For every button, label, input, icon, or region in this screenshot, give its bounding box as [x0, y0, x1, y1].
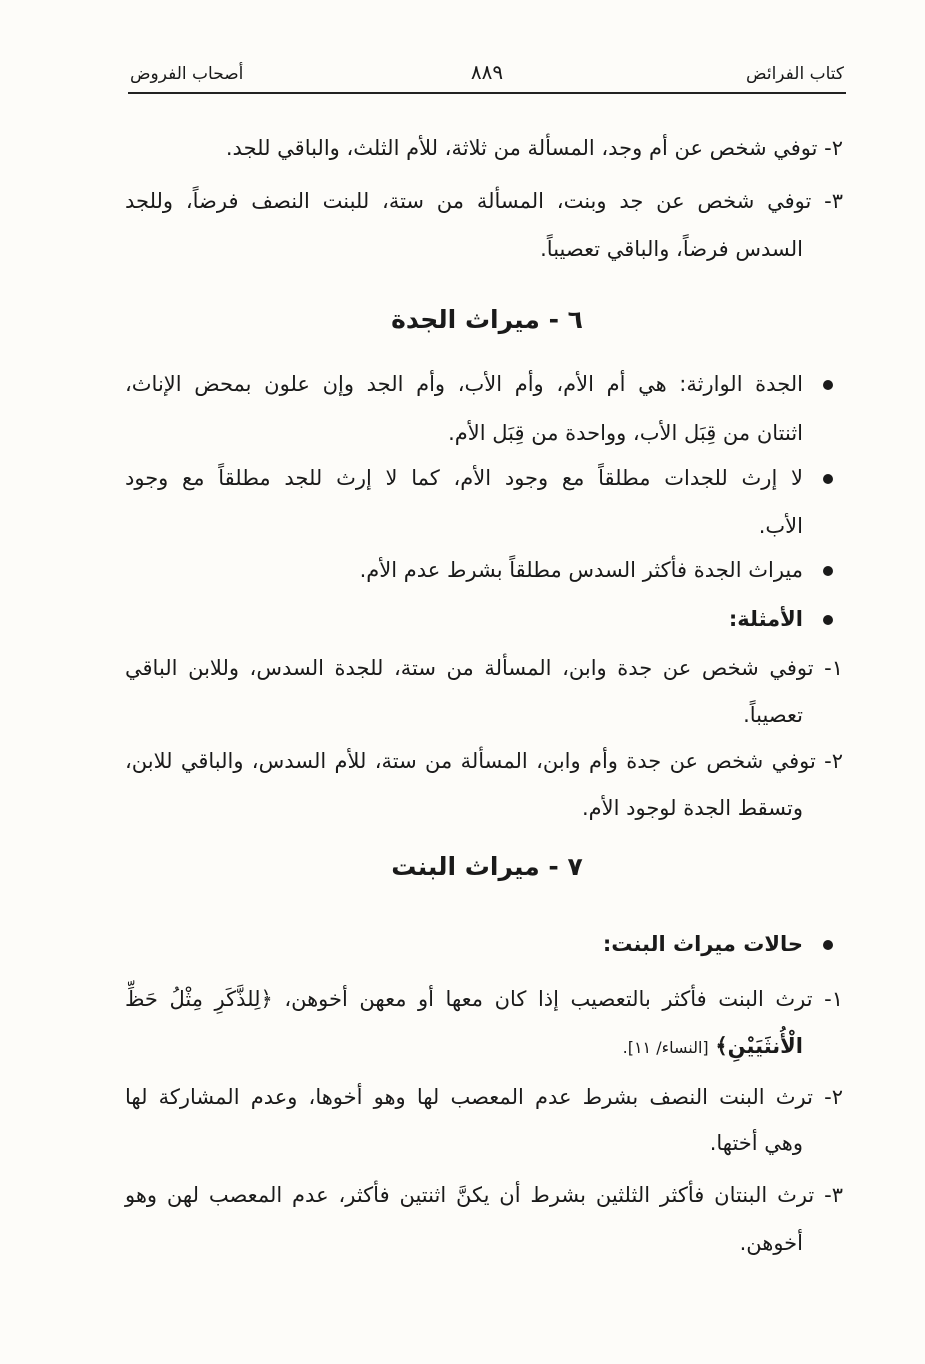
cases-label: حالات ميراث البنت:	[602, 932, 803, 956]
example-line: وتسقط الجدة لوجود الأم.	[581, 796, 803, 820]
bullet-text: الجدة الوارثة: هي أم الأم، وأم الأب، وأم الجد وإن علون بمحض الإناث،	[125, 372, 803, 396]
bullet-marker	[823, 940, 833, 950]
bullet-text: اثنتان من قِبَل الأب، وواحدة من قِبَل الأم.	[448, 421, 803, 445]
case-line: ٣- ترث البنتان فأكثر الثلثين بشرط أن يكنَّ اثنتين فأكثر، عدم المعصب لهن وهو	[125, 1183, 843, 1207]
header-rule	[128, 92, 846, 94]
section-heading: ٦ - ميراث الجدة	[391, 305, 583, 334]
quran-quote: الْأُنثَيَيْنِ﴾	[715, 1034, 803, 1058]
running-header	[128, 58, 846, 94]
quran-reference: [النساء/ ١١].	[622, 1038, 709, 1057]
bullet-text: الأب.	[758, 514, 803, 538]
case-line	[125, 1031, 803, 1063]
bullet-text: لا إرث للجدات مطلقاً مع وجود الأم، كما لا إرث للجد مطلقاً مع وجود	[125, 466, 803, 490]
bullet-text: ميراث الجدة فأكثر السدس مطلقاً بشرط عدم الأم.	[359, 558, 803, 582]
chapter-title: أصحاب الفروض	[130, 64, 244, 84]
bullet-marker	[823, 615, 833, 625]
bullet-marker	[823, 380, 833, 390]
examples-label: الأمثلة:	[728, 607, 803, 631]
section-heading: ٧ - ميراث البنت	[391, 852, 583, 881]
case-line: وهي أختها.	[709, 1131, 803, 1155]
case-line: ٢- ترث البنت النصف بشرط عدم المعصب لها وهو أخوها، وعدم المشاركة لها	[125, 1085, 843, 1109]
example-line: ٢- توفي شخص عن أم وجد، المسألة من ثلاثة، للأم الثلث، والباقي للجد.	[225, 136, 843, 160]
case-line: أخوهن.	[739, 1231, 803, 1255]
example-line: تعصيباً.	[743, 703, 803, 727]
example-line: ٣- توفي شخص عن جد وبنت، المسألة من ستة، للبنت النصف فرضاً، وللجد	[125, 189, 843, 213]
case-line: ١- ترث البنت فأكثر بالتعصيب إذا كان معها أو معهن أخوهن، ﴿لِلذَّكَرِ مِثْلُ حَظِّ	[125, 987, 843, 1011]
example-line: ١- توفي شخص عن جدة وابن، المسألة من ستة، للجدة السدس، وللابن الباقي	[125, 656, 843, 680]
book-title: كتاب الفرائض	[746, 64, 844, 84]
page-number: ٨٨٩	[470, 60, 504, 84]
bullet-marker	[823, 566, 833, 576]
example-line: السدس فرضاً، والباقي تعصيباً.	[540, 237, 803, 261]
example-line: ٢- توفي شخص عن جدة وأم وابن، المسألة من ستة، للأم السدس، والباقي للابن،	[125, 749, 843, 773]
bullet-marker	[823, 474, 833, 484]
